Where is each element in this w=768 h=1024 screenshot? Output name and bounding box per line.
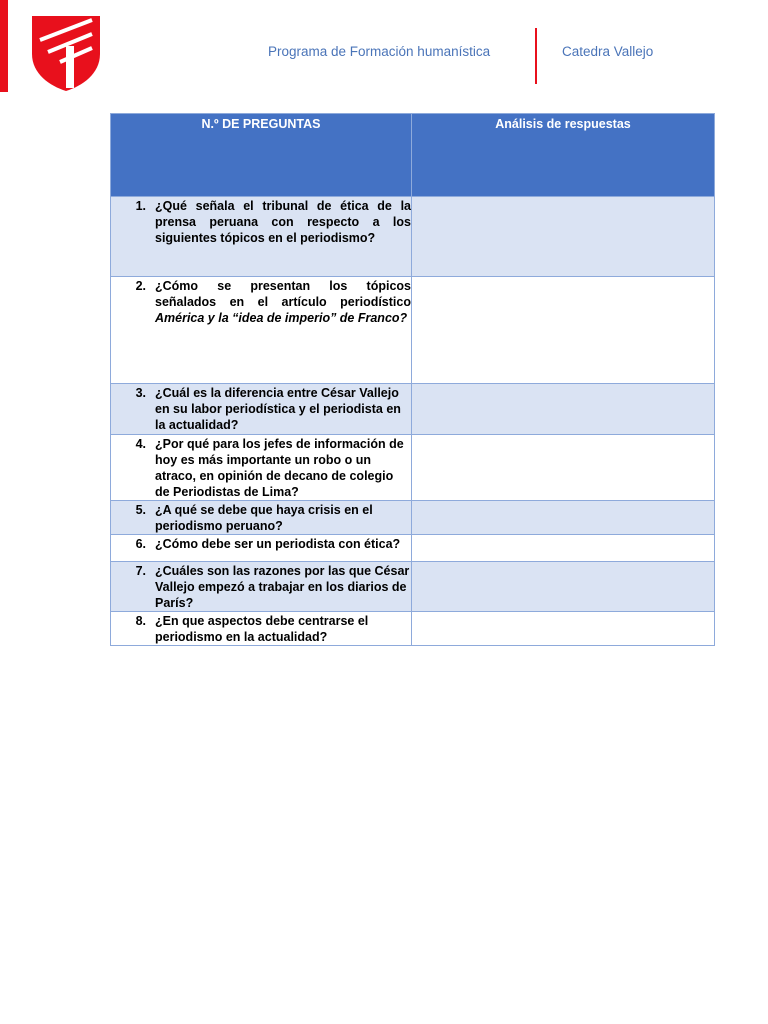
question-text: ¿En que aspectos debe centrarse el periodismo en la actualidad?: [155, 614, 369, 644]
article-title: América y la “idea de imperio” de Franco?: [155, 311, 408, 325]
question-cell: [111, 197, 412, 277]
question-text: ¿Qué señala el tribunal de ética de la prensa peruana con respecto a los siguientes tópicos en el periodismo?: [155, 199, 411, 245]
program-title: Programa de Formación humanística: [268, 44, 491, 59]
question-text: ¿Por qué para los jefes de información de hoy es más importante un robo o un atraco, en opinión de decano de colegio de Periodistas de Lima?: [155, 437, 404, 499]
table-row: [111, 197, 715, 277]
question-number: 2.: [135, 279, 146, 293]
answer-cell[interactable]: [412, 612, 715, 646]
question-number: 5.: [135, 503, 146, 517]
table-row: [111, 562, 715, 612]
table-row: [111, 501, 715, 535]
header-questions: N.º DE PREGUNTAS: [111, 114, 412, 197]
answer-cell[interactable]: [412, 197, 715, 277]
question-cell: [111, 277, 412, 384]
table-row: [111, 535, 715, 562]
answer-cell[interactable]: [412, 562, 715, 612]
table-row: [111, 384, 715, 435]
table-row: [111, 612, 715, 646]
answer-cell[interactable]: [412, 435, 715, 501]
question-text: ¿Cómo debe ser un periodista con ética?: [155, 537, 401, 551]
question-text: ¿A qué se debe que haya crisis en el periodismo peruano?: [155, 503, 373, 533]
question-cell: [111, 562, 412, 612]
question-text: ¿Cuáles son las razones por las que César Vallejo empezó a trabajar en los diarios de París?: [155, 564, 410, 610]
answer-cell[interactable]: [412, 384, 715, 435]
question-number: 8.: [135, 614, 146, 628]
question-number: 4.: [135, 437, 146, 451]
question-cell: [111, 501, 412, 535]
question-number: 6.: [135, 537, 146, 551]
question-cell: [111, 612, 412, 646]
header-divider: [535, 28, 537, 84]
question-cell: [111, 435, 412, 501]
answer-cell[interactable]: [412, 277, 715, 384]
header-answers: Análisis de respuestas: [412, 114, 715, 197]
question-text-wrap: [155, 278, 411, 326]
table-header-row: [111, 114, 715, 197]
university-shield-logo: [30, 14, 102, 92]
question-cell: [111, 384, 412, 435]
answer-cell[interactable]: [412, 501, 715, 535]
catedra-title: Catedra Vallejo: [562, 44, 654, 59]
question-number: 7.: [135, 564, 146, 578]
questions-table: [110, 113, 715, 646]
answer-cell[interactable]: [412, 535, 715, 562]
table-row: [111, 435, 715, 501]
question-number: 3.: [135, 386, 146, 400]
table-row: [111, 277, 715, 384]
question-text: ¿Cuál es la diferencia entre César Vallejo en su labor periodística y el periodista en la actualidad?: [155, 386, 401, 432]
question-text: ¿Cómo se presentan los tópicos señalados en el artículo periodístico: [155, 279, 411, 309]
question-cell: [111, 535, 412, 562]
question-number: 1.: [135, 199, 146, 213]
red-side-bar: [0, 0, 8, 92]
